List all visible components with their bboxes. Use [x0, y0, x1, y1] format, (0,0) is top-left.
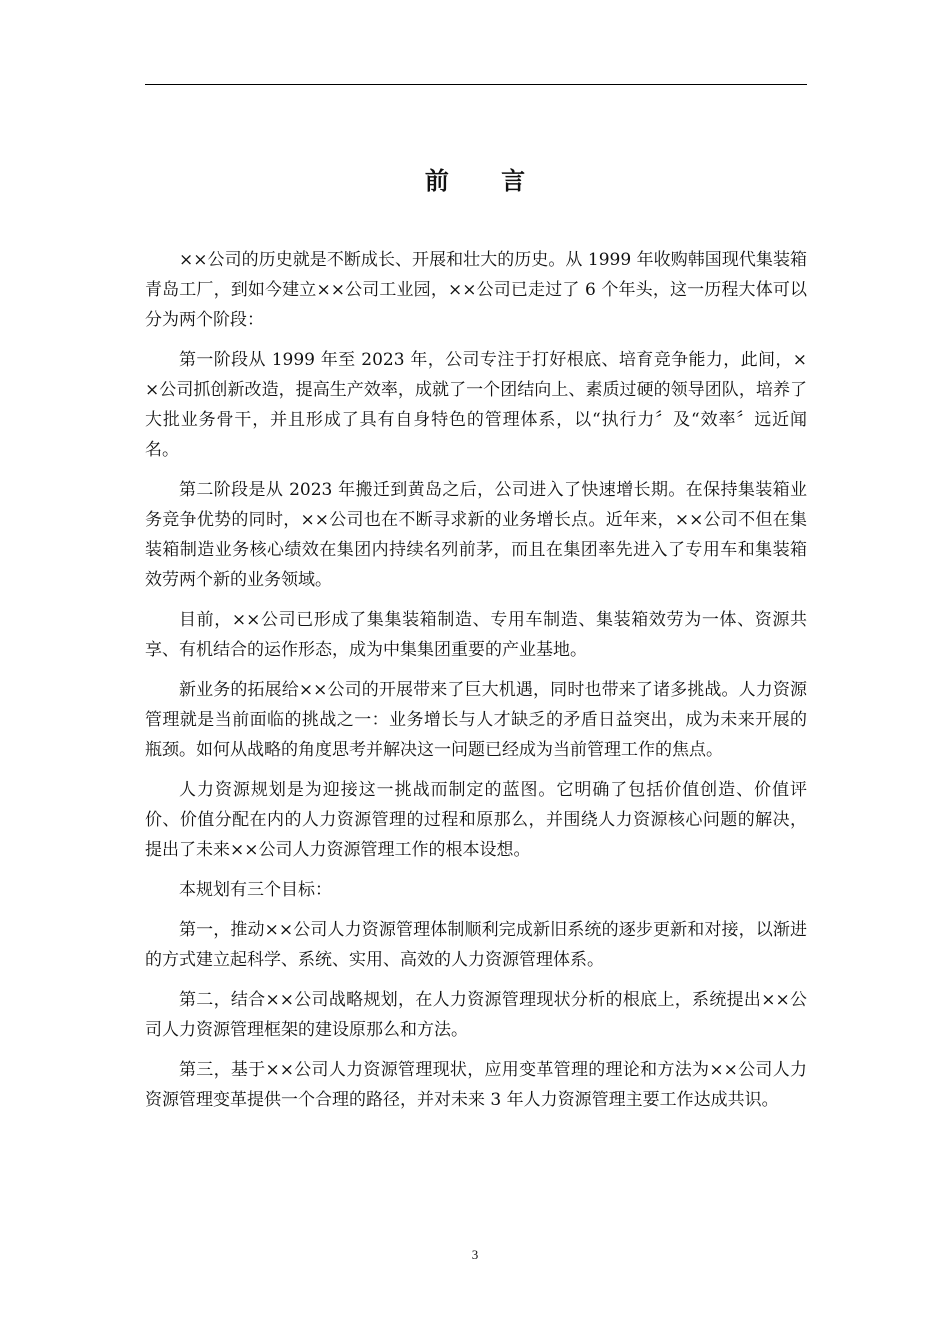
- paragraph-2: 第一阶段从 1999 年至 2023 年，公司专注于打好根底、培育竞争能力，此间，××公司抓创新改造，提高生产效率，成就了一个团结向上、素质过硬的领导团队，培养了大批业务骨干，并且形成了具有自身特色的管理体系，以“执行力〞及“效率〞远近闻名。: [145, 350, 807, 460]
- paragraph-10: 第三，基于××公司人力资源管理现状，应用变革管理的理论和方法为××公司人力资源管理变革提供一个合理的路径，并对未来 3 年人力资源管理主要工作达成共识。: [145, 1060, 807, 1110]
- page-title: 前 言: [424, 166, 548, 195]
- paragraph-6: 人力资源规划是为迎接这一挑战而制定的蓝图。它明确了包括价值创造、价值评价、价值分配在内的人力资源管理的过程和原那么，并围绕人力资源核心问题的解决，提出了未来××公司人力资源管理工作的根本设想。: [145, 780, 807, 860]
- paragraph-3: 第二阶段是从 2023 年搬迁到黄岛之后，公司进入了快速增长期。在保持集装箱业务竞争优势的同时，××公司也在不断寻求新的业务增长点。近年来，××公司不但在集装箱制造业务核心绩效在集团内持续名列前茅，而且在集团率先进入了专用车和集装箱效劳两个新的业务领域。: [145, 480, 807, 590]
- paragraph-1: ××公司的历史就是不断成长、开展和壮大的历史。从 1999 年收购韩国现代集装箱青岛工厂，到如今建立××公司工业园，××公司已走过了 6 个年头，这一历程大体可以分为两个阶段：: [145, 250, 807, 330]
- paragraph-9: 第二，结合××公司战略规划，在人力资源管理现状分析的根底上，系统提出××公司人力资源管理框架的建设原那么和方法。: [145, 990, 807, 1040]
- paragraph-5: 新业务的拓展给××公司的开展带来了巨大机遇，同时也带来了诸多挑战。人力资源管理就是当前面临的挑战之一：业务增长与人才缺乏的矛盾日益突出，成为未来开展的瓶颈。如何从战略的角度思考并解决这一问题已经成为当前管理工作的焦点。: [145, 680, 807, 760]
- paragraph-7: 本规划有三个目标：: [179, 880, 332, 900]
- page-number: 3: [471, 1247, 479, 1262]
- paragraph-4: 目前，××公司已形成了集集装箱制造、专用车制造、集装箱效劳为一体、资源共享、有机结合的运作形态，成为中集集团重要的产业基地。: [145, 610, 807, 660]
- header-rule: [145, 84, 807, 85]
- document-body: [145, 245, 807, 1125]
- paragraph-8: 第一，推动××公司人力资源管理体制顺利完成新旧系统的逐步更新和对接，以渐进的方式建立起科学、系统、实用、高效的人力资源管理体系。: [145, 920, 807, 970]
